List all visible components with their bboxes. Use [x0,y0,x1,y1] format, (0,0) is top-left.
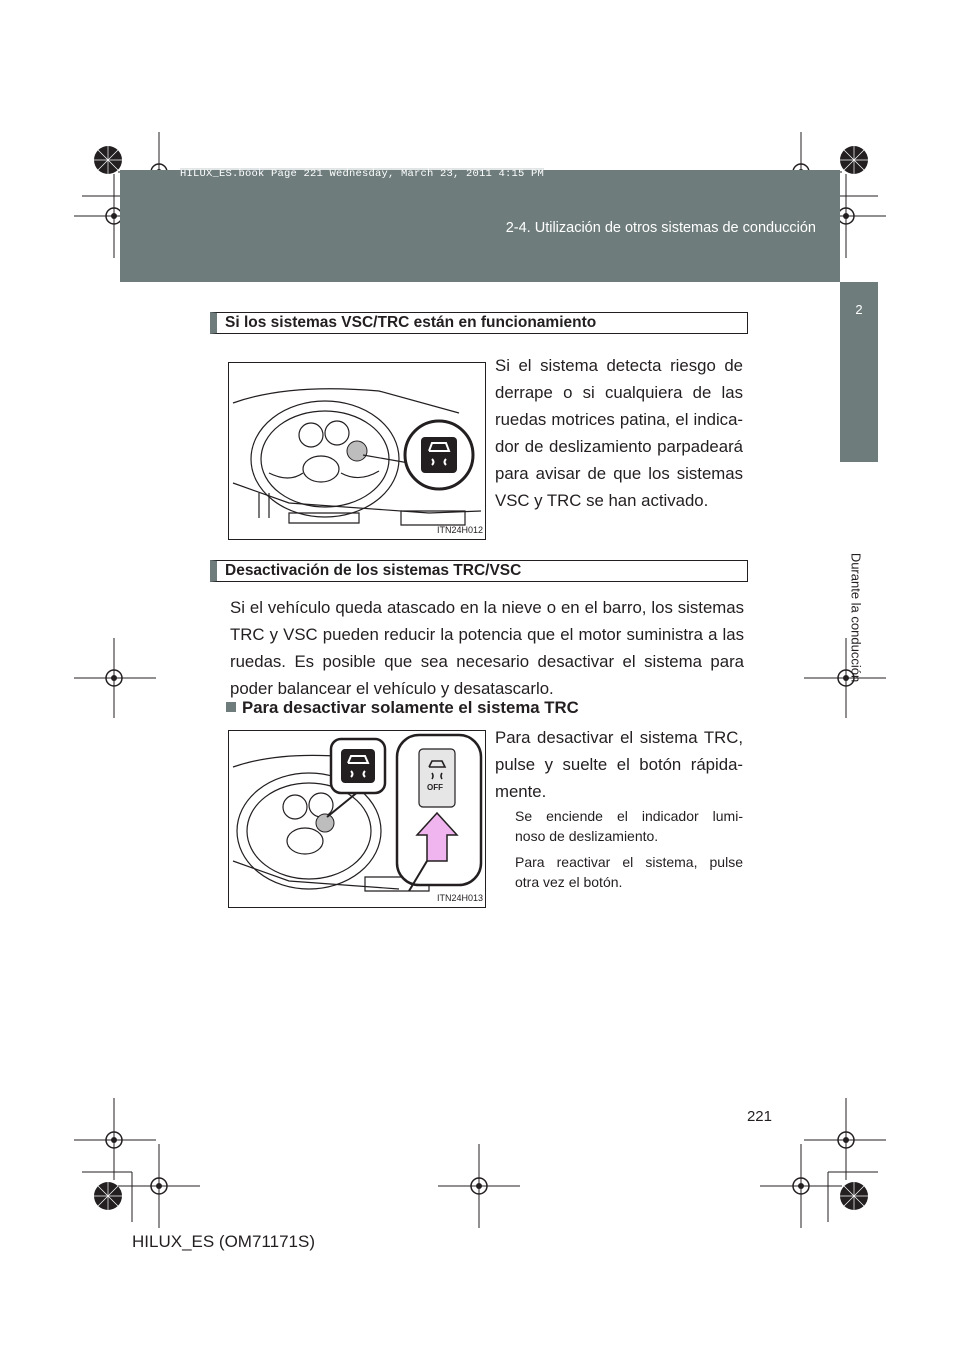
chapter-number: 2 [855,302,863,317]
chapter-label: Durante la conducción [848,552,864,683]
note-reactivate [515,852,743,892]
section2-text [230,594,744,702]
off-button-label: OFF [427,783,443,792]
paragraph-line: VSC y TRC se han activado. [495,491,709,510]
section1-text [495,352,743,514]
section2-heading: Desactivación de los sistemas TRC/VSC [210,560,748,582]
instruction-text [495,724,743,805]
figure-code: ITN24H013 [437,893,484,903]
paragraph-line: Si el vehículo queda atascado en la nieve o en el barro, los sistemas [230,598,744,617]
note-line: noso de deslizamiento. [515,828,659,844]
subheading-text: Para desactivar solamente el sistema TRC [242,698,579,717]
section1-heading: Si los sistemas VSC/TRC están en funcionamiento [210,312,748,334]
book-stamp: HILUX_ES.book Page 221 Wednesday, March 23, 2011 4:15 PM [180,168,545,180]
paragraph-line: derrape o si cualquiera de las [495,383,743,402]
figure-code: ITN24H012 [437,525,484,535]
manual-code: HILUX_ES (OM71171S) [132,1232,315,1251]
page-number: 221 [746,1108,772,1125]
paragraph-line: para avisar de que los sistemas [495,464,743,483]
square-bullet-icon [226,702,236,712]
note-line: otra vez el botón. [515,874,623,890]
paragraph-line: TRC y VSC pueden reducir la potencia que el motor suministra a las [230,625,744,644]
subheading [226,694,579,721]
paragraph-line: ruedas motrices patina, el indica- [495,410,743,429]
figure-trc-off-button [228,730,486,908]
paragraph-line: poder balancear el vehículo y desatascarlo. [230,679,554,698]
paragraph-line: pulse y suelte el botón rápida- [495,755,743,774]
paragraph-line: mente. [495,782,547,801]
paragraph-line: Para desactivar el sistema TRC, [495,728,743,747]
paragraph-line: ruedas. Es posible que sea necesario desactivar el sistema para [230,652,744,671]
section-title: 2-4. Utilización de otros sistemas de conducción [505,220,816,236]
paragraph-line: Si el sistema detecta riesgo de [495,356,743,375]
paragraph-line: dor de deslizamiento parpadeará [495,437,743,456]
note-indicator [515,806,743,846]
note-line: Se enciende el indicador lumi- [515,808,743,824]
figure-vsc-active [228,362,486,540]
note-line: Para reactivar el sistema, pulse [515,854,743,870]
